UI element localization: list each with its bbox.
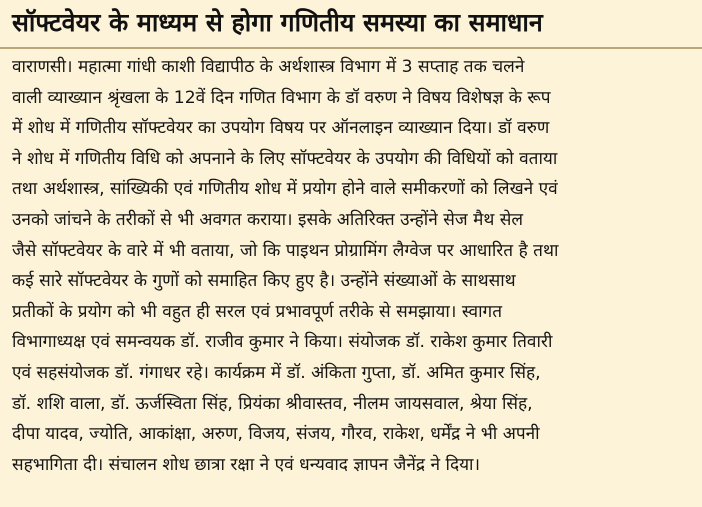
article-line: एवं सहसंयोजक डॉ. गंगाधर रहे। कार्यक्रम में डॉ. अंकिता गुप्ता, डॉ. अमित कुमार सिंह, <box>12 362 541 383</box>
article-line: वाली व्याख्यान श्रृंखला के 12वें दिन गणित विभाग के डॉ वरुण ने विषय विशेषज्ञ के रूप <box>12 87 551 108</box>
article-line: तथा अर्थशास्त्र, सांख्यिकी एवं गणितीय शोध में प्रयोग होने वाले समीकरणों को लिखने एवं <box>12 179 558 200</box>
headline: सॉफ्टवेयर के माध्यम से होगा गणितीय समस्या का समाधान <box>12 8 543 37</box>
article-line: डॉ. शशि वाला, डॉ. ऊर्जस्विता सिंह, प्रियंका श्रीवास्तव, नीलम जायसवाल, श्रेया सिंह, <box>12 393 533 414</box>
article-line: उनको जांचने के तरीकों से भी अवगत कराया। इसके अतिरिक्त उन्होंने सेज मैथ सेल <box>12 209 524 230</box>
article-line: दीपा यादव, ज्योति, आकांक्षा, अरुण, विजय, संजय, गौरव, राकेश, धर्मेंद्र ने भी अपनी <box>12 424 540 445</box>
headline-divider <box>0 47 702 49</box>
article-line: सहभागिता दी। संचालन शोध छात्रा रक्षा ने एवं धन्यवाद ज्ञापन जैनेंद्र ने दिया। <box>12 454 481 475</box>
article-line: प्रतीकों के प्रयोग को भी वहुत ही सरल एवं प्रभावपूर्ण तरीके से समझाया। स्वागत <box>12 301 502 322</box>
article-line: में शोध में गणितीय सॉफ्टवेयर का उपयोग विषय पर ऑनलाइन व्याख्यान दिया। डॉ वरुण <box>12 118 550 139</box>
article-line: विभागाध्यक्ष एवं समन्वयक डॉ. राजीव कुमार ने किया। संयोजक डॉ. राकेश कुमार तिवारी <box>12 332 553 353</box>
article-line: वाराणसी। महात्मा गांधी काशी विद्यापीठ के अर्थशास्त्र विभाग में 3 सप्ताह तक चलने <box>12 57 525 77</box>
article-body <box>12 52 690 480</box>
article-line: जैसे सॉफ्टवेयर के वारे में भी वताया, जो कि पाइथन प्रोग्रामिंग लैग्वेज पर आधारित है तथा <box>12 240 559 261</box>
article-line: कई सारे सॉफ्टवेयर के गुणों को समाहित किए हुए है। उन्होंने संख्याओं के साथसाथ <box>12 271 516 292</box>
article-line: ने शोध में गणितीय विधि को अपनाने के लिए सॉफ्टवेयर के उपयोग की विधियों को वताया <box>12 148 558 169</box>
